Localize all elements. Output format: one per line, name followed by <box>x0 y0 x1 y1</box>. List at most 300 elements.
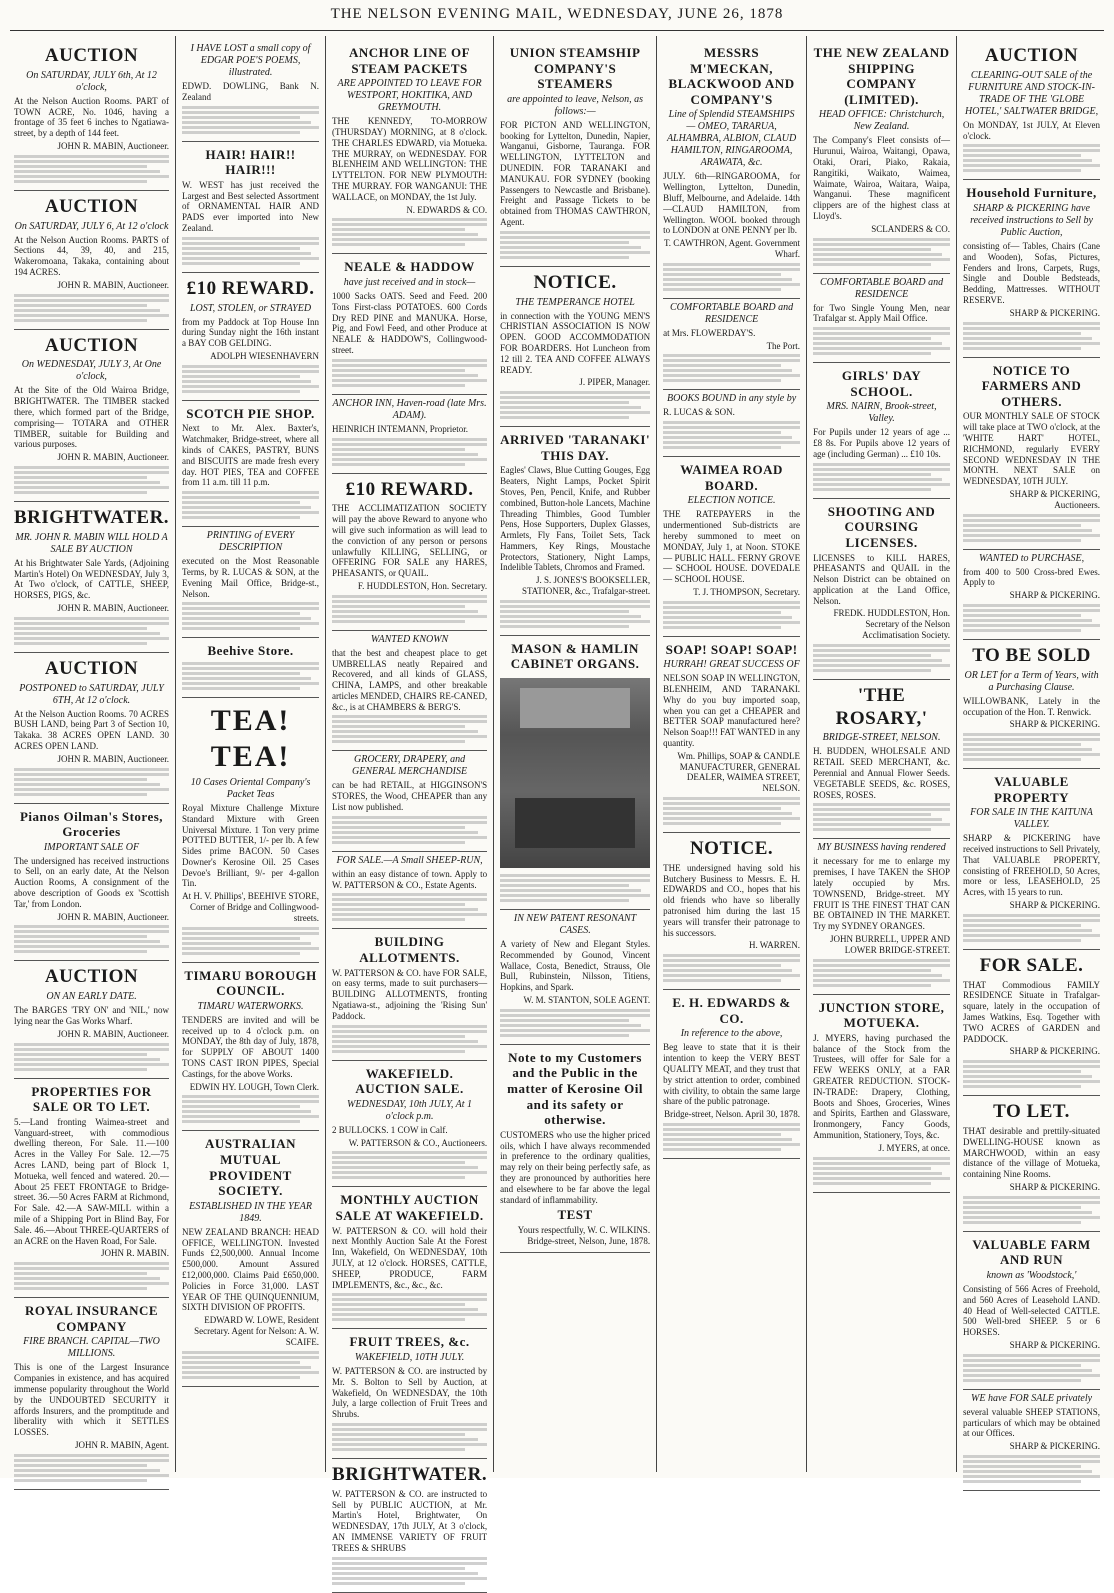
ad-signature: JOHN R. MABIN, Agent. <box>75 1439 170 1450</box>
text-filler <box>963 604 1100 632</box>
text-filler <box>813 959 950 987</box>
text-filler <box>500 874 650 902</box>
ad-body: The BARGES 'TRY ON' and 'NIL,' now lying near the Gas Works Wharf. <box>14 1005 170 1027</box>
organ-illustration <box>500 678 650 868</box>
ad-body: FOR PICTON AND WELLINGTON, booking for Lyttelton, Dunedin, Napier, Wanganui, Gisborne, Tauranga. FOR WELLINGTON, LYTTELTON and DUNEDIN. FOR TARANAKI and MANUKAU. FOR SYDNEY (booking Passengers to Newcastle and Brisbane). Freight and Passage Tickets to be obtained from THOMAS CAWTHRON, Agent. <box>500 119 651 227</box>
advertisement <box>500 267 650 427</box>
advertisement <box>963 180 1100 357</box>
ad-subheading: MY BUSINESS having rendered <box>817 842 946 854</box>
ad-subheading: FOR SALE.—A Small SHEEP-RUN, <box>336 854 483 866</box>
advertisement <box>332 1187 487 1329</box>
column-7 <box>956 36 1106 1472</box>
text-filler <box>332 1557 487 1585</box>
notice-body: CUSTOMERS who use the higher priced oils, which I have always recommended in preference to the ordinary qualities, may rely on their being perfectly safe, as they are pronounced by authorities here and elsewhere to be far above the legal standard of inflammability. <box>500 1129 651 1205</box>
ad-body: in connection with the YOUNG MEN'S CHRISTIAN ASSOCIATION IS NOW OPEN. GOOD ACCOMMODATION FOR BOARDERS. Hot Luncheon from 12 till 2. TEA AND COFFEE ALWAYS READY. <box>500 310 651 375</box>
advertisement <box>332 1061 487 1188</box>
ad-body: 2 BULLOCKS. 1 COW in Calf. <box>332 1124 448 1135</box>
advertisement <box>663 990 800 1159</box>
ad-body: Consisting of 566 Acres of Freehold, and 560 Acres of Leasehold LAND. 40 Head of Well-selected CATTLE. 500 Well-bred SHEEP. 5 or 6 HORSES. <box>963 1284 1101 1338</box>
ad-heading: £10 REWARD. <box>345 478 474 500</box>
ad-signature: J. PIPER, Manager. <box>579 377 651 388</box>
ad-signature: JOHN R. MABIN. <box>101 1248 170 1259</box>
ad-signature: SHARP & PICKERING. <box>1009 590 1101 601</box>
ad-body: from my Paddock at Top House Inn during Sunday night the 16th instant a BAY COB GELDING. <box>182 316 320 349</box>
ad-body: THE KENNEDY, TO-MORROW (THURSDAY) MORNING, at 8 o'clock. THE CHARLES EDWARD, via Motueka. THE MURRAY, on WEDNESDAY. FOR BLENHEIM AND WELLINGTON: THE LYTTELTON. FOR NEW PLYMOUTH: THE MURRAY. FOR WANGANUI: THE WALLACE, on MONDAY, the 1st July. <box>332 116 488 202</box>
text-filler <box>963 733 1100 761</box>
text-filler <box>500 600 650 628</box>
ad-signature: JOHN BURRELL, UPPER AND LOWER BRIDGE-STREET. <box>830 934 951 955</box>
ad-subheading: known as 'Woodstock,' <box>986 1270 1077 1281</box>
text-filler <box>963 1354 1100 1382</box>
ad-body: LICENSES to KILL HARES, PHEASANTS and QUAIL in the Nelson District can be obtained on application at the Land Office, Nelson. <box>813 552 951 606</box>
ad-heading: BUILDING ALLOTMENTS. <box>359 934 460 966</box>
advertisement <box>332 1459 487 1593</box>
advertisement <box>813 839 950 994</box>
advertisement <box>663 390 800 457</box>
text-filler <box>332 218 487 246</box>
text-filler <box>500 1009 650 1037</box>
ad-subheading: SHARP & PICKERING have received instructions to Sell by Public Auction, <box>970 202 1093 238</box>
ad-signature: J. S. JONES'S BOOKSELLER, STATIONER, &c., Trafalgar-street. <box>522 575 651 597</box>
ad-heading: AUCTION <box>44 334 139 356</box>
ad-body: Next to Mr. Alex. Baxter's, Watchmaker, Bridge-street, where all kinds of CAKES, PASTRY, BUNS and BISCUITS are made fresh every day. HOT PIES, TEA and COFFEE from 11 a.m. till 11 p.m. <box>182 423 320 488</box>
advertisement <box>963 950 1100 1096</box>
ad-heading: MASON & HAMLIN CABINET ORGANS. <box>510 640 640 672</box>
advertisement <box>182 40 319 142</box>
ad-subheading: WANTED KNOWN <box>370 633 449 645</box>
ad-heading: AUSTRALIAN MUTUAL PROVIDENT SOCIETY. <box>205 1136 297 1199</box>
ad-signature: SHARP & PICKERING. <box>1009 307 1101 318</box>
ad-signature: The Port. <box>766 340 801 351</box>
ad-subheading: WEDNESDAY, 10th JULY, At 1 o'clock p.m. <box>347 1098 473 1122</box>
ad-subheading: ANCHOR INN, Haven-road (late Mrs. ADAM). <box>332 397 487 421</box>
ad-signature: JOHN R. MABIN, Auctioneer. <box>57 452 170 463</box>
ad-body: SHARP & PICKERING have received instructions to Sell Privately, That VALUABLE PROPERTY, consisting of FREEHOLD, 50 Acres, more or less, LEASEHOLD, 25 Acres, with 15 years to run. <box>963 833 1101 898</box>
text-filler <box>813 1157 950 1185</box>
ad-body: for Two Single Young Men, near Trafalgar st. Apply Mail Office. <box>813 302 951 324</box>
ad-subheading: are appointed to leave, Nelson, as follows:— <box>507 93 644 117</box>
ad-body: from 400 to 500 Cross-bred Ewes. Apply to <box>963 566 1101 588</box>
ad-body: Royal Mixture Challenge Mixture Standard Mixture with Green Universal Mixture. 1 Ton very prime POTTED BUTTER, 1/- per lb. A few Sides prime BACON. 50 Cases Downer's Kerosine Oil. 25 Cases Devoe's Brilliant, 9/- per 4-gallon Tin. <box>182 802 320 889</box>
ad-body: THAT Commodious FAMILY RESIDENCE Situate in Trafalgar-square, lately in the occupation of James Watkins, Esq. Together with TWO ACRES of GARDEN and PADDOCK. <box>963 979 1101 1044</box>
ad-body: W. PATTERSON & CO. are instructed by Mr. S. Bolton to Sell by Auction, at Wakefield, On WEDNESDAY, the 10th July, a large collection of Fruit Trees and Shrubs. <box>332 1365 488 1420</box>
ad-body: WILLOWBANK, Lately in the occupation of the Hon. T. Renwick. <box>963 695 1101 717</box>
ad-heading: BRIGHTWATER. <box>332 1463 488 1485</box>
ad-subheading: HEAD OFFICE: Christchurch, New Zealand. <box>818 109 945 133</box>
ad-subheading: ESTABLISHED IN THE YEAR 1849. <box>189 1200 312 1224</box>
text-filler <box>663 354 800 382</box>
ad-signature: SHARP & PICKERING. <box>1009 1441 1101 1452</box>
ad-heading: AUCTION <box>984 45 1079 66</box>
column-4 <box>493 36 656 1472</box>
ad-subheading: ELECTION NOTICE. <box>687 495 776 507</box>
ad-body: HEINRICH INTEMANN, Proprietor. <box>332 423 469 434</box>
ad-body: it necessary for me to enlarge my premises, I have TAKEN the SHOP lately occupied by Mrs. TOWNSEND, Bridge-street. MY FRUIT IS THE FINEST THAT CAN BE OBTAINED IN THE MARKET. Try my SYDNEY ORANGES. <box>813 856 951 932</box>
ad-heading: BRIGHTWATER. <box>14 506 170 528</box>
ad-heading: VALUABLE FARM AND RUN <box>972 1236 1091 1268</box>
text-filler <box>14 155 169 183</box>
text-filler <box>663 954 800 982</box>
advertisement <box>332 40 487 254</box>
advertisement <box>813 40 950 274</box>
ad-signature: SHARP & PICKERING, Auctioneers. <box>1009 488 1101 510</box>
text-filler <box>963 914 1100 942</box>
advertisement <box>332 852 487 930</box>
ad-signature: SHARP & PICKERING. <box>1009 1046 1101 1057</box>
text-filler <box>813 327 950 355</box>
ad-body: can be had RETAIL, at HIGGINSON'S STORES, the Wood, CHEAPER than any List now published. <box>332 780 488 813</box>
ad-body: THAT desirable and prettily-situated DWELLING-HOUSE known as MARCHWOOD, within an easy distance of the village of Motueka, containing Nine Rooms. <box>963 1126 1101 1180</box>
ad-heading: NOTICE TO FARMERS AND OTHERS. <box>981 362 1082 409</box>
text-filler <box>813 803 950 831</box>
advertisement <box>663 40 800 299</box>
ad-signature: At H. V. Phillips', BEEHIVE STORE, Corner of Bridge and Collingwood-streets. <box>182 891 320 923</box>
ad-signature: Bridge-street, Nelson. April 30, 1878. <box>664 1109 801 1120</box>
kerosine-notice <box>500 1045 650 1253</box>
text-filler <box>500 231 650 259</box>
column-6 <box>806 36 956 1472</box>
ad-body: EDWD. DOWLING, Bank N. Zealand <box>182 81 320 102</box>
text-filler <box>14 768 169 796</box>
ad-subheading: ON AN EARLY DATE. <box>46 991 137 1003</box>
ad-subheading: FIRE BRANCH. CAPITAL—TWO MILLIONS. <box>23 1336 160 1360</box>
text-filler <box>663 263 800 291</box>
ad-subheading: OR LET for a Term of Years, with a Purchasing Clause. <box>964 669 1099 693</box>
ad-signature: FREDK. HUDDLESTON, Hon. Secretary of the Nelson Acclimatisation Society. <box>833 608 951 641</box>
text-filler <box>332 595 487 623</box>
ad-subheading: On SATURDAY, JULY 6, At 12 o'clock <box>14 220 169 232</box>
ad-heading: ARRIVED 'TARANAKI' THIS DAY. <box>500 432 651 463</box>
advertisement <box>14 653 169 804</box>
advertisement <box>14 804 169 962</box>
ad-body: within an easy distance of town. Apply to W. PATTERSON & CO., Estate Agents. <box>332 868 488 890</box>
ad-heading: HAIR! HAIR!! HAIR!!! <box>205 146 296 178</box>
advertisement <box>813 995 950 1193</box>
ad-body: This is one of the Largest Insurance Companies in existence, and has acquired immense popularity throughout the World by the UNDOUBTED SECURITY it affords Insurers, and the promptitude and liberality with which it SETTLES LOSSES. <box>14 1362 170 1438</box>
ad-body: W. PATTERSON & CO. have FOR SALE, on easy terms, made to suit purchasers— BUILDING ALLOTMENTS, fronting Ngatiawa-st., adjoining the 'Rising Sun' Paddock. <box>332 967 488 1021</box>
ad-heading: E. H. EDWARDS & CO. <box>672 995 791 1026</box>
ad-heading: TEA! TEA! <box>210 703 291 773</box>
ad-body: JULY. 6th—RINGAROOMA, for Wellington, Lyttelton, Dunedin, Bluff, Melbourne, and Adelaide. 14th—CLAUD HAMILTON, from Wellington. WOOL booked through to LONDON at ONE PENNY per lb. <box>663 171 801 236</box>
text-filler <box>182 491 319 519</box>
text-filler <box>182 237 319 265</box>
advertisement <box>14 191 169 330</box>
advertisement <box>332 929 487 1060</box>
ad-heading: SCOTCH PIE SHOP. <box>186 405 315 421</box>
advertisement <box>332 395 487 474</box>
ad-body: At the Nelson Auction Rooms. PART of TOWN ACRE, No. 1046, having a frontage of 35 feet 6 inches to Ngatiawa-street, by a depth of 144 feet. <box>14 95 170 139</box>
ad-body: A variety of New and Elegant Styles. Recommended by Gounod, Vincent Wallace, Costa, Benedict, Strauss, Ole Bull, Rubinstein, Nilsson, Titiens, Hopkins, and Spark. <box>500 939 651 993</box>
ad-body: The Company's Fleet consists of— Hurunui, Wairoa, Waitangi, Opawa, Otaki, Orari, Piako, Rakaia, Rangitiki, Waikato, Waimea, Waimate, Wairoa, Waitara, Waipa, Wanganui. These magnificent clippers are of the highest class at Lloyd's. <box>813 135 951 221</box>
ad-signature: ADOLPH WIESENHAVERN <box>210 350 320 361</box>
ad-signature: SHARP & PICKERING. <box>1009 1182 1101 1193</box>
ad-body: that the best and cheapest place to get UMBRELLAS neatly Repaired and Recovered, and all kinds of GLASS, CHINA, LAMPS, and other breakable articles MENDED, CHAIRS RE-CANED, &c., is at CHAMBERS & BERG'S. <box>332 647 488 712</box>
ad-subheading: CLEARING-OUT SALE of the FURNITURE AND STOCK-IN-TRADE OF THE 'GLOBE HOTEL,' SALTWATER BRIDGE, <box>964 69 1099 117</box>
ad-signature: SHARP & PICKERING. <box>1009 1339 1101 1350</box>
ad-heading: AUCTION <box>44 195 139 217</box>
ad-heading: ROYAL INSURANCE COMPANY <box>24 1303 159 1334</box>
advertisement <box>182 273 319 401</box>
text-filler <box>14 925 169 953</box>
ad-signature: EDWARD W. LOWE, Resident Secretary. Agent for Nelson: A. W. SCAIFE. <box>194 1315 320 1347</box>
ad-heading: AUCTION <box>44 966 139 988</box>
ad-subheading: On SATURDAY, JULY 6th, At 12 o'clock, <box>26 69 157 93</box>
advertisement <box>182 963 319 1132</box>
ad-signature: SCLANDERS & CO. <box>871 223 951 234</box>
advertisement <box>663 833 800 990</box>
ad-heading: WAKEFIELD. AUCTION SALE. <box>355 1065 464 1097</box>
ad-signature: JOHN R. MABIN, Auctioneer. <box>57 602 170 613</box>
ad-subheading: BRIDGE-STREET, NELSON. <box>822 732 941 744</box>
ad-heading: MONTHLY AUCTION SALE AT WAKEFIELD. <box>335 1192 484 1224</box>
text-filler <box>663 601 800 629</box>
ad-subheading: POSTPONED to SATURDAY, JULY 6TH, At 12 o'clock. <box>19 682 164 706</box>
text-filler <box>813 463 950 491</box>
ad-heading: WAIMEA ROAD BOARD. <box>680 462 783 493</box>
masthead: THE NELSON EVENING MAIL, WEDNESDAY, JUNE 26, 1878 <box>330 6 784 22</box>
advertisement <box>182 698 319 963</box>
ad-heading: TIMARU BOROUGH COUNCIL. <box>184 967 317 999</box>
advertisement <box>813 274 950 364</box>
advertisement <box>663 637 800 833</box>
text-filler <box>14 466 169 494</box>
ad-signature: W. PATTERSON & CO., Auctioneers. <box>348 1137 488 1148</box>
ad-heading: THE NEW ZEALAND SHIPPING COMPANY (LIMITED). <box>813 45 950 107</box>
advertisement <box>963 640 1100 769</box>
text-filler <box>813 644 950 672</box>
ad-signature: W. M. STANTON, SOLE AGENT. <box>523 995 651 1006</box>
text-filler <box>14 1454 169 1482</box>
advertisement <box>182 1131 319 1386</box>
ad-subheading: TIMARU WATERWORKS. <box>197 1000 304 1012</box>
ad-body: R. LUCAS & SON. <box>663 407 735 418</box>
text-filler <box>332 816 487 844</box>
advertisement <box>182 638 319 698</box>
ad-signature: T. CAWTHRON, Agent. Government Wharf. <box>663 238 801 259</box>
ad-body: THE undersigned having sold his Butchery Business to Messrs. E. H. EDWARDS and CO., hopes that his old friends who have so liberally patronised him during the last 15 years will transfer their patronage to his successors. <box>663 862 801 938</box>
ad-signature: JOHN R. MABIN, Auctioneer. <box>57 279 170 290</box>
ad-heading: £10 REWARD. <box>186 277 315 299</box>
text-filler <box>182 662 319 690</box>
text-filler <box>663 1123 800 1151</box>
ad-body: several valuable SHEEP STATIONS, particulars of which may be obtained at our Offices. <box>963 1406 1101 1439</box>
advertisement <box>963 1390 1100 1491</box>
ad-body: NEW ZEALAND BRANCH: HEAD OFFICE, WELLINGTON. Invested Funds £2,500,000. Annual Income £500,000. Amount Assured £12,000,000. Claims Paid £650,000. Policies in Force 31,000. LAST YEAR OF THE QUINQUENNIUM, SIXTH DIVISION OF PROFITS. <box>182 1226 320 1313</box>
ad-body: Eagles' Claws, Blue Cutting Gouges, Egg Beaters, Night Lamps, Pocket Spirit Stoves, Pen, Pencil, Knife, and Rubber combined, Button-hole Lancets, Machine Threading Thimbles, Good Tumbler Pens, Hose Supporters, Duplex Glasses, Armlets, Fly Fans, Toilet Sets, Tack Hammers, Key Rings, Moustache Protectors, Stationery, Night Lamps, Indelible Tablets, Chromos and Framed. <box>500 465 651 573</box>
advertisement <box>14 1298 169 1490</box>
text-filler <box>963 322 1100 350</box>
text-filler <box>14 617 169 645</box>
text-filler <box>332 715 487 743</box>
ad-heading: 'THE ROSARY,' <box>835 684 928 729</box>
text-filler <box>14 1043 169 1071</box>
ad-heading: TO BE SOLD <box>972 644 1091 666</box>
ad-heading: TO LET. <box>993 1101 1070 1123</box>
ad-heading: AUCTION <box>44 657 139 679</box>
ad-signature: Wm. Phillips, SOAP & CANDLE MANUFACTURER, GENERAL DEALER, WAIMEA STREET, NELSON. <box>677 750 801 794</box>
ad-body: The undersigned has received instructions to Sell, on an early date, At the Nelson Auction Rooms, A consignment of the above description of Goods ex 'Scottish Tar,' from London. <box>14 855 170 909</box>
ad-body: At the Nelson Auction Rooms. 70 ACRES BUSH LAND, being Part 3 of Section 10, Takaka. 38 ACRES OPEN LAND. 30 ACRES OPEN LAND. <box>14 708 170 751</box>
ad-heading: JUNCTION STORE, MOTUEKA. <box>818 999 945 1031</box>
ad-body: W. PATTERSON & CO. are instructed to Sell by PUBLIC AUCTION, at Mr. Martin's Hotel, Brightwater, On WEDNESDAY, 17th JULY, At 3 o'clock, AN IMMENSE VARIETY OF FRUIT TREES & SHRUBS <box>332 1488 488 1553</box>
ad-body: W. WEST has just received the Largest and Best selected Assortment of ORNAMENTAL HAIR AND PADS ever imported into New Zealand. <box>182 179 320 233</box>
ad-subheading: GROCERY, DRAPERY, and GENERAL MERCHANDISE <box>352 754 468 778</box>
advertisement <box>14 40 169 191</box>
advertisement <box>813 363 950 499</box>
advertisement <box>182 527 319 638</box>
ad-body: TENDERS are invited and will be received up to 4 o'clock p.m. on MONDAY, the 8th day of July, 1878, for SUPPLY OF ABOUT 1400 TONS CAST IRON PIPES, Special Castings, for the above Works. <box>182 1014 320 1079</box>
ad-body: On MONDAY, 1st JULY, At Eleven o'clock. <box>963 119 1101 141</box>
ad-heading: ANCHOR LINE OF STEAM PACKETS <box>348 45 471 76</box>
ad-signature: F. HUDDLESTON, Hon. Secretary. <box>357 580 488 591</box>
text-filler <box>963 144 1100 172</box>
ad-body: For Pupils under 12 years of age ... £8 8s. For Pupils above 12 years of age (including German) ... £10 10s. <box>813 427 951 459</box>
ad-signature: JOHN R. MABIN, Auctioneer. <box>57 140 170 151</box>
text-filler <box>182 1095 319 1123</box>
column-2 <box>175 36 325 1472</box>
text-filler <box>332 359 487 387</box>
ad-body: NELSON SOAP IN WELLINGTON, BLENHEIM, AND TARANAKI. Why do you buy imported soap, when you can get a CHEAPER and BETTER SOAP manufactured here? Nelson Soap!!! FAT WANTED in any quantity. <box>663 673 801 749</box>
ad-body: at Mrs. FLOWERDAY'S. <box>663 327 756 338</box>
text-filler <box>332 1423 487 1451</box>
ad-heading: NEALE & HADDOW <box>344 259 475 275</box>
ad-subheading: MR. JOHN R. MABIN WILL HOLD A SALE BY AUCTION <box>15 531 168 555</box>
advertisement <box>14 1079 169 1299</box>
text-filler <box>14 1262 169 1290</box>
ad-heading: PROPERTIES FOR SALE OR TO LET. <box>31 1083 152 1115</box>
ad-body: W. PATTERSON & CO. will hold their next Monthly Auction Sale At the Forest Inn, Wakefield, On WEDNESDAY, 10th JULY, at 12 o'clock. HORSES, CATTLE, SHEEP, PRODUCE, FARM IMPLEMENTS, &c., &c., &c. <box>332 1225 488 1290</box>
advertisement <box>963 769 1100 950</box>
ad-heading: FOR SALE. <box>979 954 1084 976</box>
advertisement <box>332 474 487 631</box>
column-1 <box>8 36 175 1472</box>
text-filler <box>963 1196 1100 1224</box>
ad-heading: SHOOTING AND COURSING LICENSES. <box>827 503 936 550</box>
ad-heading: GIRLS' DAY SCHOOL. <box>841 368 922 399</box>
text-filler <box>663 421 800 449</box>
ad-subheading: HURRAH! GREAT SUCCESS OF <box>663 659 800 671</box>
ad-subheading: 10 Cases Oriental Company's Packet Teas <box>190 776 311 800</box>
ad-signature: JOHN R. MABIN, Auctioneer. <box>57 1028 170 1039</box>
ad-subheading: THE TEMPERANCE HOTEL <box>515 296 635 308</box>
advertisement <box>14 502 169 653</box>
columns <box>8 36 1106 1553</box>
advertisement <box>14 330 169 502</box>
ad-body: At the Site of the Old Wairoa Bridge, BRIGHTWATER. The TIMBER stacked there, which formed part of the Bridge, comprising— TOTARA and OTHER TIMBER, suitable for Building and various purposes. <box>14 385 170 450</box>
text-filler <box>813 238 950 266</box>
column-3 <box>325 36 493 1553</box>
ad-signature: SHARP & PICKERING. <box>1009 900 1101 911</box>
ad-subheading: In reference to the above, <box>680 1028 783 1040</box>
ad-body: OUR MONTHLY SALE OF STOCK will take place at TWO o'clock, at the 'WHITE HART' HOTEL, RICHMOND, regularly EVERY SECOND WEDNESDAY IN THE MONTH. NEXT SALE on WEDNESDAY, 10TH JULY. <box>963 411 1101 487</box>
advertisement <box>332 751 487 851</box>
ad-signature: EDWIN HY. LOUGH, Town Clerk. <box>189 1081 320 1092</box>
ad-subheading: LOST, STOLEN, or STRAYED <box>190 302 312 314</box>
text-filler <box>182 927 319 955</box>
ad-heading: SOAP! SOAP! SOAP! <box>665 641 798 657</box>
ad-heading: Pianos Oilman's Stores, Groceries <box>19 808 164 840</box>
ad-heading: FRUIT TREES, &c. <box>349 1334 470 1350</box>
ad-subheading: FOR SALE IN THE KAITUNA VALLEY. <box>970 807 1093 831</box>
ad-body: 1000 Sacks OATS. Seed and Feed. 200 Tons First-class POTATOES. 600 Cords Dry RED PINE and MANUKA. Horse, Pig, and Fowl Feed, and other Produce at NEALE & HADDOW'S, Collingwood-street. <box>332 290 488 355</box>
advertisement <box>500 40 650 267</box>
text-filler <box>500 391 650 419</box>
advertisement <box>182 401 319 527</box>
advertisement <box>663 457 800 637</box>
advertisement <box>332 254 487 394</box>
test-heading: TEST <box>557 1207 593 1223</box>
text-filler <box>332 1025 487 1053</box>
ad-heading: MESSRS M'MECKAN, BLACKWOOD AND COMPANY'S <box>668 45 795 107</box>
ad-body: THE RATEPAYERS in the undermentioned Sub-districts are hereby summoned to meet on MONDAY, July 1, at Noon. STOKE — PUBLIC HALL. FERNY GROVE — SCHOOL HOUSE. DOVEDALE — SCHOOL HOUSE. <box>663 509 801 585</box>
text-filler <box>963 1060 1100 1088</box>
ad-subheading: MRS. NAIRN, Brook-street, Valley. <box>826 401 937 425</box>
ad-signature: T. J. THOMPSON, Secretary. <box>693 586 801 597</box>
advertisement <box>663 299 800 391</box>
ad-body: At his Brightwater Sale Yards, (Adjoining Martin's Hotel) On WEDNESDAY, July 3, At Two o'clock, of CATTLE, SHEEP, HORSES, PIGS, &c. <box>14 557 170 601</box>
advertisement <box>332 1329 487 1459</box>
ad-body: Beg leave to state that it is their intention to keep the VERY BEST QUALITY MEAT, and they trust that by strict attention to order, combined with civility, to obtain the same large share of the public patronage. <box>663 1042 801 1107</box>
text-filler <box>182 1351 319 1379</box>
ad-signature: SHARP & PICKERING. <box>1009 719 1101 730</box>
advertisement <box>500 910 650 1045</box>
ad-subheading: PRINTING of EVERY DESCRIPTION <box>206 530 295 554</box>
ad-subheading: I HAVE LOST a small copy of EDGAR POE'S POEMS, illustrated. <box>190 43 311 78</box>
advertisement <box>963 40 1100 180</box>
text-filler <box>332 438 487 466</box>
advertisement <box>500 427 650 636</box>
notice-signature: Yours respectfully, W. C. WILKINS. Bridge-street, Nelson, June, 1878. <box>517 1224 651 1246</box>
text-filler <box>663 797 800 825</box>
ad-body: J. MYERS, having purchased the balance of the Stock from the Trustees, will offer for Sale for a FEW WEEKS ONLY, at a FAR GREATER REDUCTION. STOCK-IN-TRADE: Drapery, Clothing, Boots and Shoes, Groceries, Wines and Spirits, Earthen and Glassware, Ironmongery, Fancy Goods, Ammunition, Stationery, Toys, &c. <box>813 1032 951 1140</box>
ad-subheading: WAKEFIELD, 10TH JULY. <box>354 1351 465 1363</box>
ad-subheading: WANTED to PURCHASE, <box>978 552 1085 564</box>
text-filler <box>963 514 1100 542</box>
ad-signature: N. EDWARDS & CO. <box>406 204 488 215</box>
advertisement <box>963 358 1100 550</box>
advertisement <box>14 961 169 1078</box>
ad-subheading: BOOKS BOUND in any style by <box>666 393 797 405</box>
ad-body: consisting of— Tables, Chairs (Cane and Wooden), Sofas, Pictures, Fenders and Irons, Carpets, Rugs, Single and Double Bedsteads, Bedding, Mattresses. WITHOUT RESERVE. <box>963 240 1101 305</box>
text-filler <box>963 1455 1100 1483</box>
advertisement <box>182 142 319 273</box>
ad-heading: VALUABLE PROPERTY <box>994 774 1070 805</box>
ad-body: 5.—Land fronting Waimea-street and Vanguard-street, with commodious dwelling thereon, For Sale. 11.—100 Acres in the Valley For Sale. 12.—75 Acres LAND, being part of Block 1, Motueka, well fenced and watered. 20.—About 25 FEET FRONTAGE to Bridge-street. 36.—50 Acres FARM at Richmond, For Sale. 42.—A SAW-MILL within a mile of a Shipping Port in Blind Bay, For Sale. 46.—About THREE-QUARTERS of an ACRE on the Haven Road, For Sale. <box>14 1116 170 1246</box>
ad-subheading: IN NEW PATENT RESONANT CASES. <box>513 913 637 937</box>
ad-subheading: WE have FOR SALE privately <box>971 1392 1093 1404</box>
ad-heading: UNION STEAMSHIP COMPANY'S STEAMERS <box>509 45 641 92</box>
advertisement <box>813 499 950 680</box>
ad-heading: Beehive Store. <box>207 643 294 659</box>
text-filler <box>332 1151 487 1179</box>
ad-body: executed on the Most Reasonable Terms, by R. LUCAS & SON, at the Evening Mail Office, Bridge-st., Nelson. <box>182 556 320 599</box>
advertisement <box>813 680 950 840</box>
ad-subheading: COMFORTABLE BOARD and RESIDENCE <box>670 301 794 325</box>
ad-body: THE ACCLIMATIZATION SOCIETY will pay the above Reward to anyone who will give such information as will lead to the conviction of any person or persons unlawfully KILLING, SELLING, or OFFERING FOR SALE any HARES, PHEASANTS, or QUAIL. <box>332 503 488 579</box>
text-filler <box>332 893 487 921</box>
column-5 <box>656 36 806 1472</box>
ad-signature: JOHN R. MABIN, Auctioneer. <box>57 753 170 764</box>
ad-subheading: Line of Splendid STEAMSHIPS — OMEO, TARARUA, ALHAMBRA, ALBION, CLAUD HAMILTON, RINGAROOMA, ARAWATA, &c. <box>666 109 797 169</box>
ad-subheading: IMPORTANT SALE OF <box>43 841 140 853</box>
advertisement <box>963 1232 1100 1390</box>
text-filler <box>332 1293 487 1321</box>
ad-subheading: ARE APPOINTED TO LEAVE FOR WESTPORT, HOKITIKA, AND GREYMOUTH. <box>337 78 482 114</box>
advertisement <box>963 1096 1100 1232</box>
text-filler <box>14 294 169 322</box>
ad-body: H. BUDDEN, WHOLESALE AND RETAIL SEED MERCHANT, &c. Perennial and Annual Flower Seeds. VEGETABLE SEEDS, &c. ROSES, ROSES, ROSES. <box>813 746 951 800</box>
ad-subheading: COMFORTABLE BOARD and RESIDENCE <box>819 276 944 300</box>
